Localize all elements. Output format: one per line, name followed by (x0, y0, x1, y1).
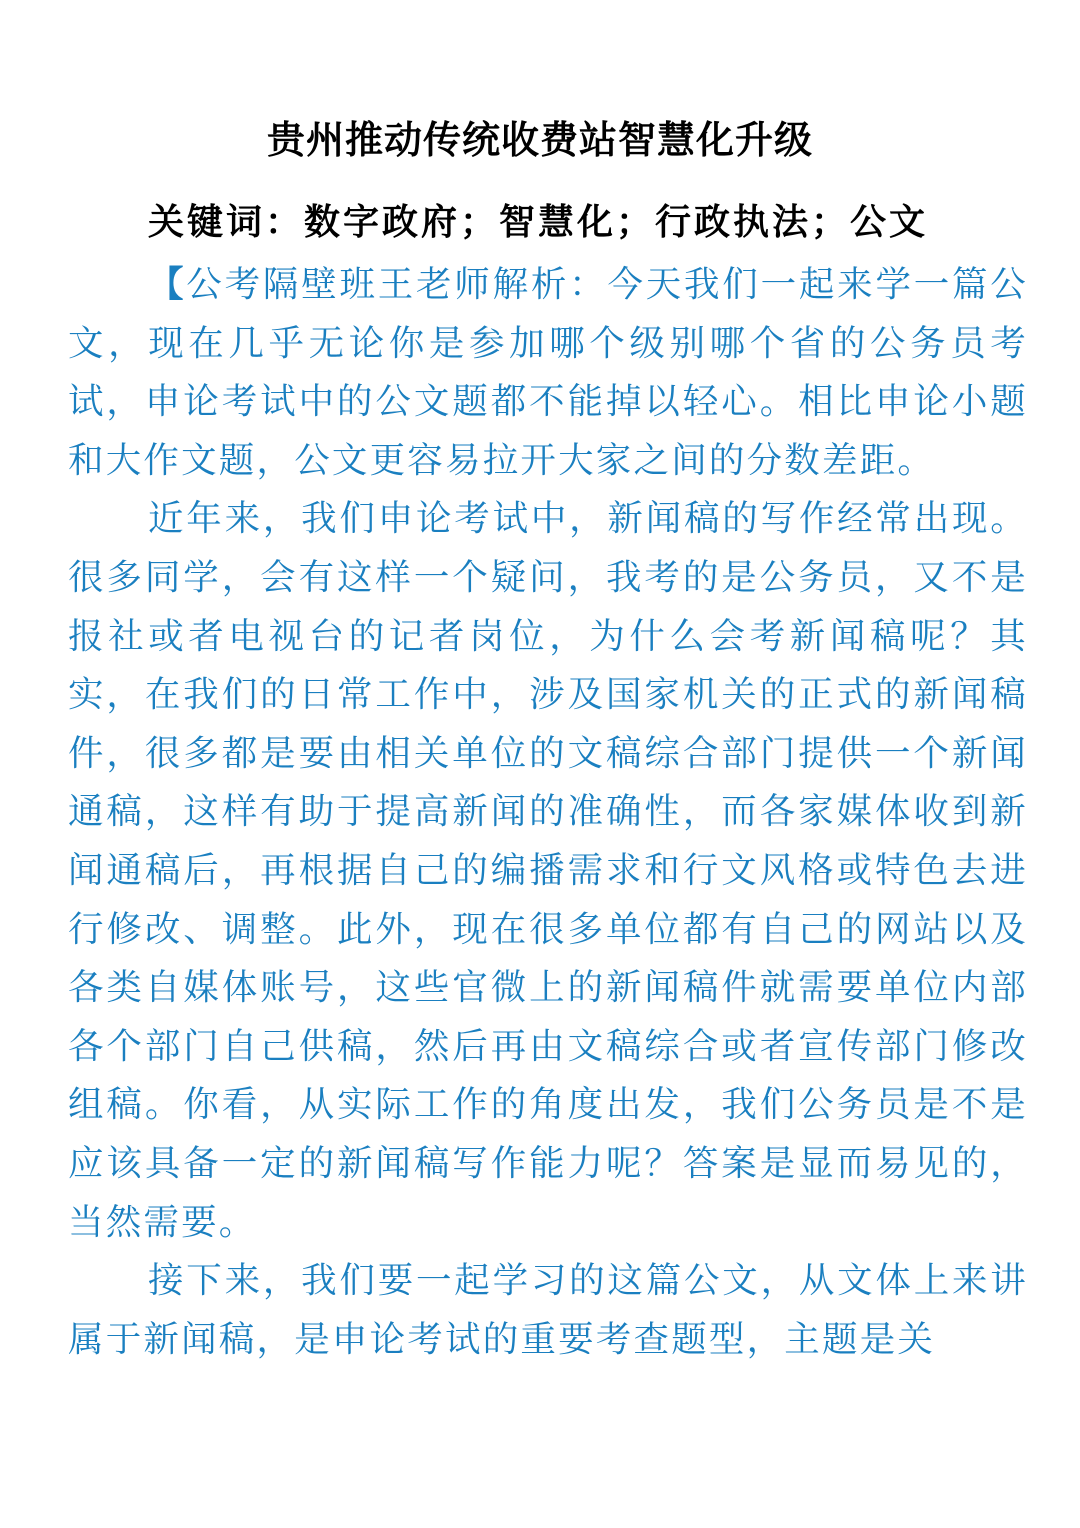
open-bracket: 【 (148, 264, 187, 305)
paragraph-analysis-intro (68, 256, 1028, 490)
paragraph-next-section (68, 1252, 1028, 1369)
keywords-line: 关键词：数字政府；智慧化；行政执法；公文 (148, 201, 929, 243)
paragraph-text: 接下来，我们要一起学习的这篇公文，从文体上来讲属于新闻稿，是申论考试的重要考查题型，主题是关 (68, 1260, 1028, 1360)
paragraph-text: 近年来，我们申论考试中，新闻稿的写作经常出现。很多同学，会有这样一个疑问，我考的是公务员，又不是报社或者电视台的记者岗位，为什么会考新闻稿呢？其实，在我们的日常工作中，涉及国家机关的正式的新闻稿件，很多都是要由相关单位的文稿综合部门提供一个新闻通稿，这样有助于提高新闻的准确性，而各家媒体收到新闻通稿后，再根据自己的编播需求和行文风格或特色去进行修改、调整。此外，现在很多单位都有自己的网站以及各类自媒体账号，这些官微上的新闻稿件就需要单位内部各个部门自己供稿，然后再由文稿综合或者宣传部门修改组稿。你看，从实际工作的角度出发，我们公务员是不是应该具备一定的新闻稿写作能力呢？答案是显而易见的，当然需要。 (68, 498, 1028, 1243)
document-body (68, 256, 1028, 1369)
document-title: 贵州推动传统收费站智慧化升级 (266, 117, 813, 162)
paragraph-text: 公考隔壁班王老师解析：今天我们一起来学一篇公文，现在几乎无论你是参加哪个级别哪个省的公务员考试，申论考试中的公文题都不能掉以轻心。相比申论小题和大作文题，公文更容易拉开大家之间的分数差距。 (68, 264, 1029, 481)
paragraph-news-writing (68, 490, 1028, 1252)
